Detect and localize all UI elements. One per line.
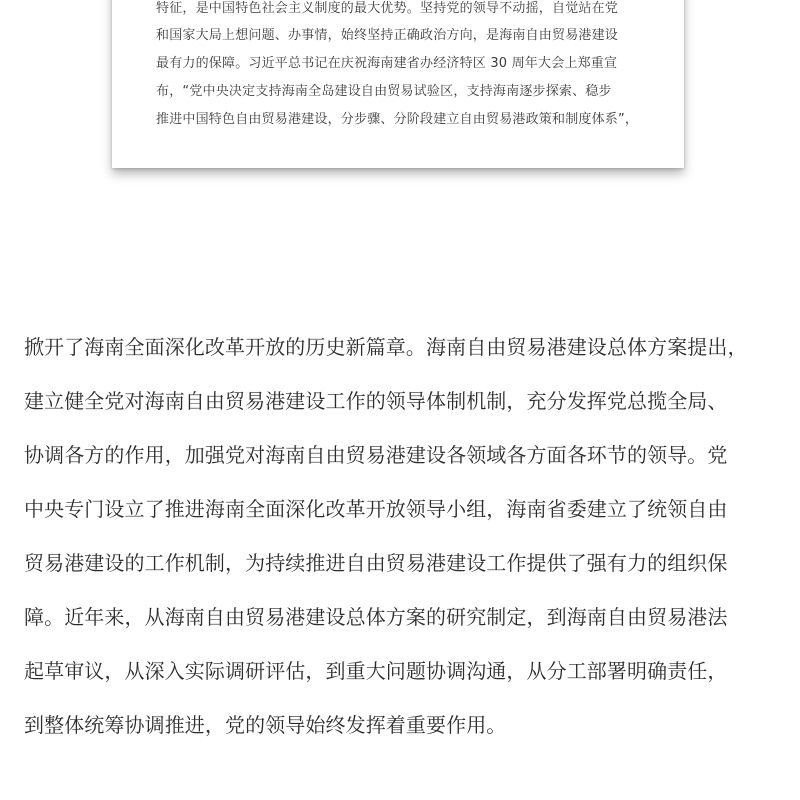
quote-line-4: 布，“党中央决定支持海南全岛建设自由贸易试验区，支持海南逐步探索、稳步 — [156, 84, 612, 99]
quote-line-5: 推进中国特色自由贸易港建设，分步骤、分阶段建立自由贸易港政策和制度体系”， — [156, 112, 639, 127]
quote-line-1: 特征，是中国特色社会主义制度的最大优势。坚持党的领导不动摇，自觉站在党 — [156, 1, 619, 16]
body-line-7: 起草审议，从深入实际调研评估，到重大问题协调沟通，从分工部署明确责任， — [24, 659, 728, 683]
body-line-5: 贸易港建设的工作机制，为持续推进自由贸易港建设工作提供了强有力的组织保 — [24, 551, 728, 575]
body-line-3: 协调各方的作用，加强党对海南自由贸易港建设各领域各方面各环节的领导。党 — [24, 443, 728, 467]
body-line-4: 中央专门设立了推进海南全面深化改革开放领导小组，海南省委建立了统领自由 — [24, 497, 728, 521]
quote-line-2: 和国家大局上想问题、办事情，始终坚持正确政治方向，是海南自由贸易港建设 — [156, 28, 619, 43]
quote-card — [112, 0, 684, 168]
body-line-2: 建立健全党对海南自由贸易港建设工作的领导体制机制，充分发挥党总揽全局、 — [24, 389, 728, 413]
body-line-1: 掀开了海南全面深化改革开放的历史新篇章。海南自由贸易港建设总体方案提出， — [24, 335, 748, 359]
body-line-6: 障。近年来，从海南自由贸易港建设总体方案的研究制定，到海南自由贸易港法 — [24, 605, 728, 629]
body-line-8: 到整体统筹协调推进，党的领导始终发挥着重要作用。 — [24, 713, 507, 737]
quote-line-3: 最有力的保障。习近平总书记在庆祝海南建省办经济特区 30 周年大会上郑重宣 — [156, 56, 618, 71]
